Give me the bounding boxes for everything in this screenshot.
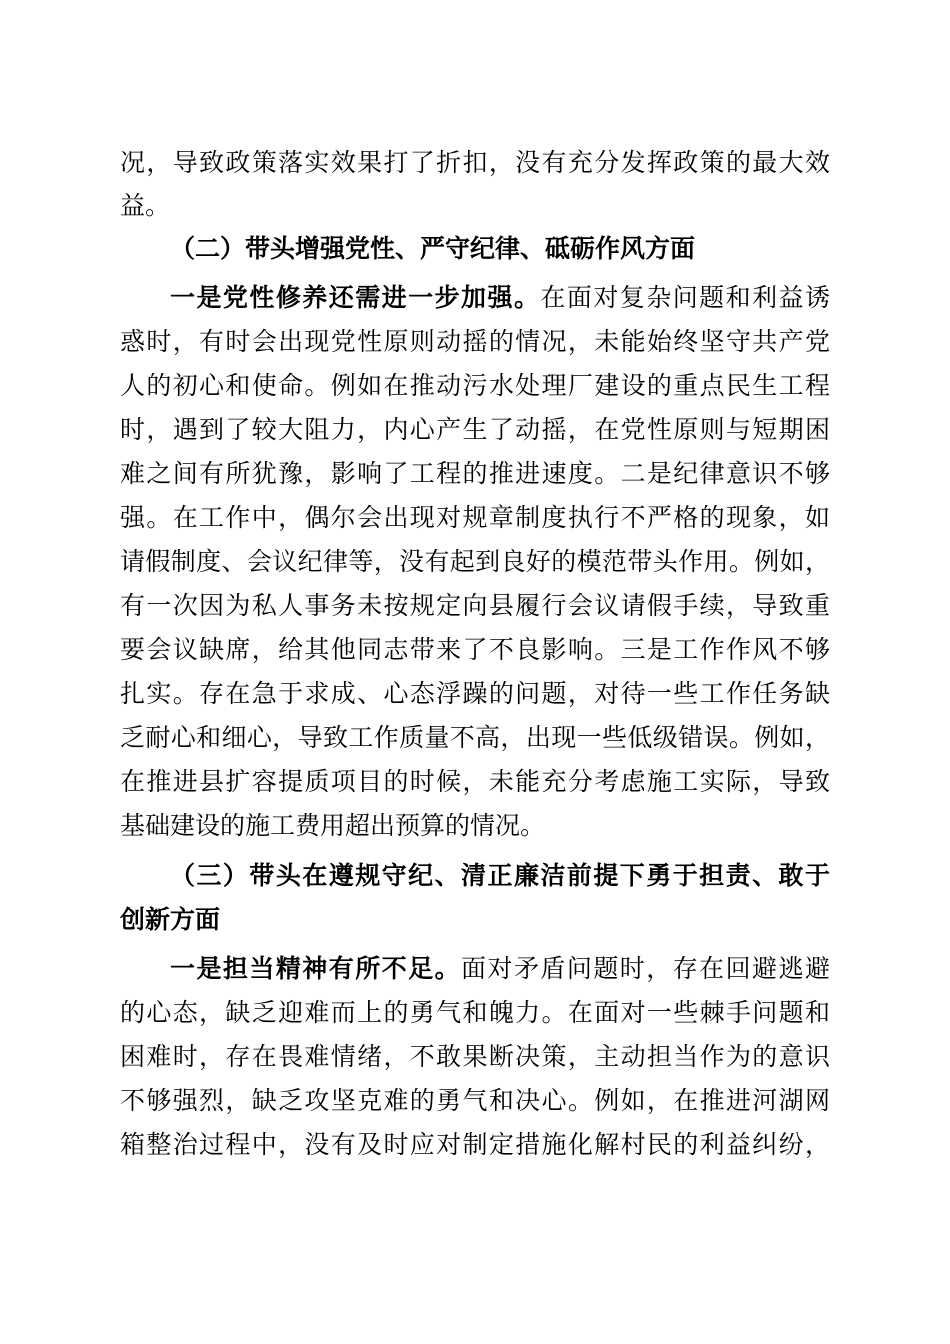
section-heading-2: （二）带头增强党性、严守纪律、砥砺作风方面 xyxy=(170,234,696,263)
para2-line1-rest: 在面对复杂问题和利益诱 xyxy=(540,283,830,312)
para2-line3: 人的初心和使命。例如在推动污水处理厂建设的重点民生工程 xyxy=(120,371,830,400)
para2-line4: 时，遇到了较大阻力，内心产生了动摇，在党性原则与短期困 xyxy=(120,415,830,444)
para3-line2: 的心态，缺乏迎难而上的勇气和魄力。在面对一些棘手问题和 xyxy=(120,998,830,1027)
para2-line13: 基础建设的施工费用超出预算的情况。 xyxy=(120,811,546,840)
section-heading-3-line1: （三）带头在遵规守纪、清正廉洁前提下勇于担责、敢于 xyxy=(170,861,830,890)
para2-line2: 惑时，有时会出现党性原则动摇的情况，未能始终坚守共产党 xyxy=(120,327,830,356)
para2-line8: 有一次因为私人事务未按规定向县履行会议请假手续，导致重 xyxy=(120,591,830,620)
para3-line1-rest: 面对矛盾问题时，存在回避逃避 xyxy=(461,954,830,983)
section-heading-3-line2: 创新方面 xyxy=(120,905,221,934)
para2-lead: 一是党性修养还需进一步加强。 xyxy=(170,283,541,312)
para2-line1 xyxy=(170,276,830,320)
para2-line5: 难之间有所犹豫，影响了工程的推进速度。二是纪律意识不够 xyxy=(120,459,830,488)
para1-line1: 况，导致政策落实效果打了折扣，没有充分发挥政策的最大效 xyxy=(120,148,830,177)
para2-line6: 强。在工作中，偶尔会出现对规章制度执行不严格的现象，如 xyxy=(120,503,830,532)
para3-line5: 箱整治过程中，没有及时应对制定措施化解村民的利益纠纷， xyxy=(120,1130,830,1159)
para1-line2: 益。 xyxy=(120,191,171,220)
para3-line1 xyxy=(170,947,830,991)
para2-line7: 请假制度、会议纪律等，没有起到良好的模范带头作用。例如， xyxy=(120,547,830,576)
para2-line11: 乏耐心和细心，导致工作质量不高，出现一些低级错误。例如， xyxy=(120,723,830,752)
para2-line10: 扎实。存在急于求成、心态浮躁的问题，对待一些工作任务缺 xyxy=(120,679,830,708)
para3-line4: 不够强烈，缺乏攻坚克难的勇气和决心。例如，在推进河湖网 xyxy=(120,1086,830,1115)
para3-lead: 一是担当精神有所不足。 xyxy=(170,954,462,983)
para3-line3: 困难时，存在畏难情绪，不敢果断决策，主动担当作为的意识 xyxy=(120,1042,830,1071)
para2-line12: 在推进县扩容提质项目的时候，未能充分考虑施工实际，导致 xyxy=(120,767,830,796)
para2-line9: 要会议缺席，给其他同志带来了不良影响。三是工作作风不够 xyxy=(120,635,830,664)
